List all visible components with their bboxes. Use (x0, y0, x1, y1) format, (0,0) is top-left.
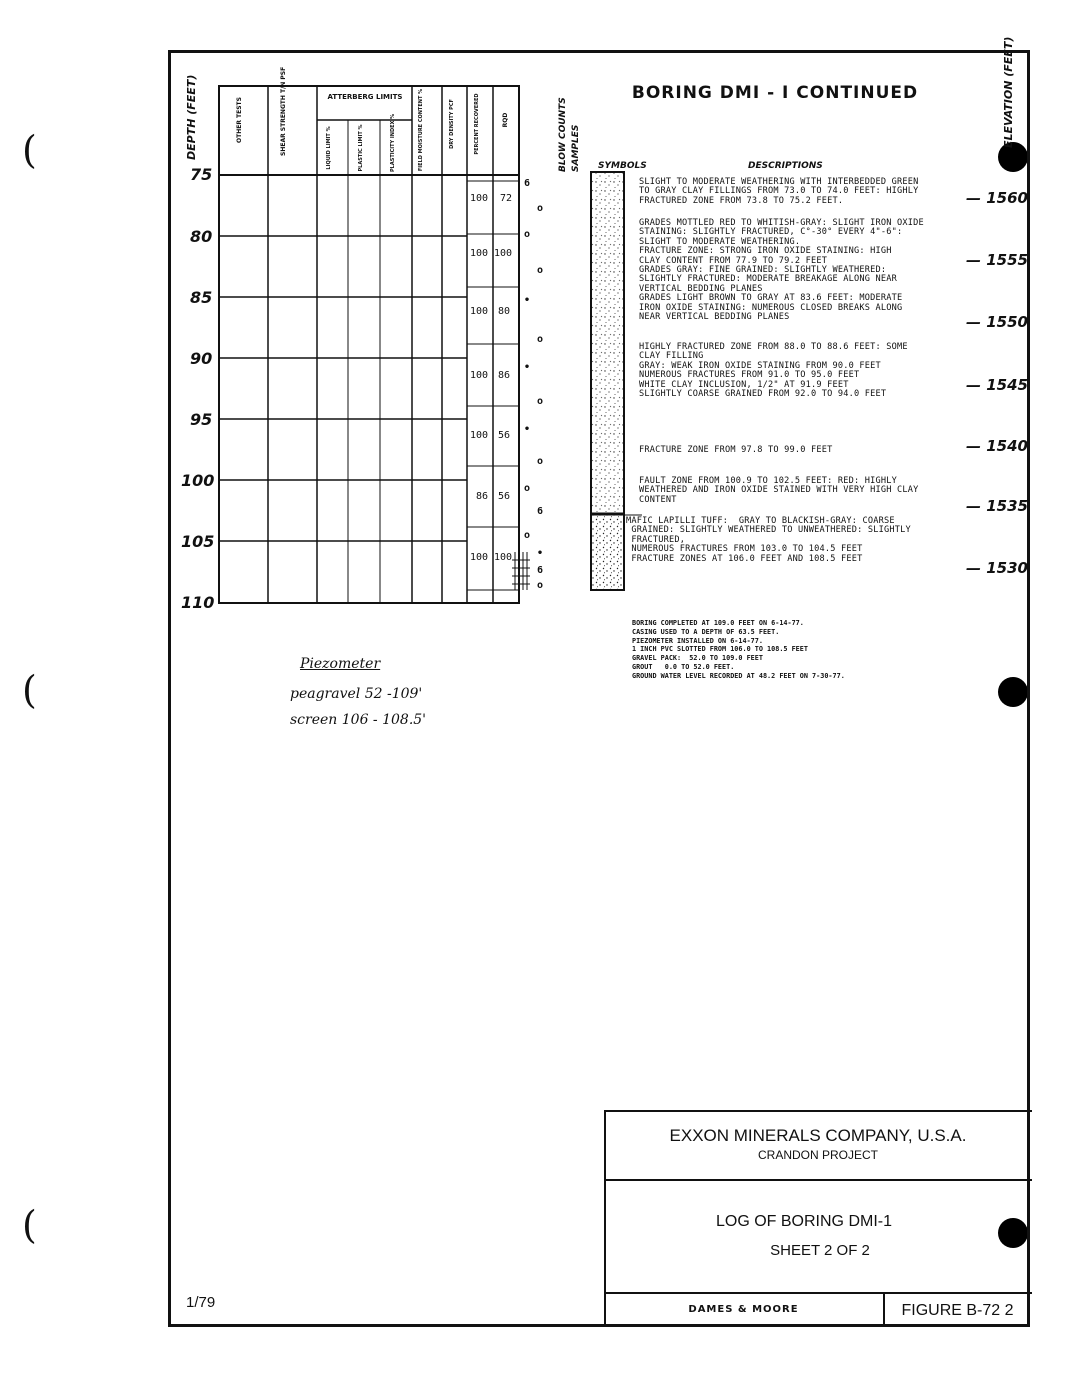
elevation-label: — 1530 (966, 559, 1028, 577)
handwritten-note: peagravel 52 -109' (290, 686, 423, 702)
blow-mark: • (524, 362, 531, 373)
percent-recovered-header: PERCENT RECOVERED (474, 93, 480, 155)
blow-mark: • (537, 548, 544, 559)
liquid-limit-header: LIQUID LIMIT % (326, 126, 332, 170)
blow-mark: o (537, 580, 544, 591)
depth-label: 90 (190, 349, 213, 368)
samples-header: SAMPLES (571, 124, 581, 172)
blow-mark: o (524, 229, 531, 240)
percent-recovered-cell: 100 (470, 248, 489, 259)
depth-label: 100 (181, 471, 215, 490)
rqd-cell: 56 (498, 430, 511, 441)
rqd-cell: 80 (498, 306, 511, 317)
date-code: 1/79 (186, 1294, 216, 1311)
depth-label: 75 (190, 165, 213, 184)
depth-label: 95 (190, 410, 213, 429)
rqd-cell: 72 (500, 193, 513, 204)
depth-label: 105 (181, 532, 215, 551)
percent-recovered-cell: 100 (470, 430, 489, 441)
blow-mark: o (524, 483, 531, 494)
plastic-limit-header: PLASTIC LIMIT % (358, 124, 364, 172)
sheet-number: SHEET 2 OF 2 (770, 1242, 870, 1259)
elevation-label: — 1540 (966, 437, 1028, 455)
depth-label: 80 (190, 227, 213, 246)
descriptions-header: DESCRIPTIONS (748, 161, 823, 171)
handwritten-note: screen 106 - 108.5' (290, 712, 427, 728)
depth-label: 85 (190, 288, 213, 307)
elevation-header: ELEVATION (FEET) (1002, 36, 1015, 148)
other-tests-header: OTHER TESTS (236, 97, 243, 143)
blow-mark: 6 (537, 565, 544, 576)
rqd-cell: 56 (498, 491, 511, 502)
rqd-cell: 100 (494, 248, 513, 259)
blow-mark: o (537, 456, 544, 467)
blow-mark: 6 (537, 506, 544, 517)
blow-mark: o (537, 396, 544, 407)
field-moisture-header: FIELD MOISTURE CONTENT % (418, 88, 424, 172)
blow-counts-header: BLOW COUNTS (558, 97, 568, 172)
figure-number: FIGURE B-72 2 (901, 1302, 1014, 1319)
plasticity-index-header: PLASTICITY INDEX % (390, 113, 396, 172)
blow-mark: 6 (524, 178, 531, 189)
depth-label: 110 (181, 593, 215, 612)
title-block-divider (604, 1179, 1032, 1181)
description-block: FRACTURE ZONE FROM 97.8 TO 99.0 FEET (639, 445, 833, 455)
margin-paren: ( (22, 668, 37, 712)
elevation-label: — 1545 (966, 376, 1028, 394)
description-block: SLIGHT TO MODERATE WEATHERING WITH INTERBEDDED GREEN TO GRAY CLAY FILLINGS FROM 73.0 TO 74.0 FEET: HIGHLY FRACTURED ZONE FROM 73.8 TO 75.2 FEET. (639, 177, 919, 206)
elevation-label: — 1535 (966, 497, 1028, 515)
rqd-cell: 86 (498, 370, 511, 381)
rqd-header: RQD (502, 112, 509, 128)
elevation-label: — 1550 (966, 313, 1028, 331)
elevation-label: — 1560 (966, 189, 1028, 207)
blow-mark: • (524, 424, 531, 435)
description-block: GRADES MOTTLED RED TO WHITISH-GRAY: SLIGHT IRON OXIDE STAINING: SLIGHTLY FRACTURED, C°-30° EVERY 4"-6": SLIGHT TO MODERATE WEATHERING. FRACTURE ZONE: STRONG IRON OXIDE STAINING: HIGH CLAY CONTENT FROM 77.9 TO 79.2 FEET GRADES GRAY: FINE GRAINED: SLIGHTLY WEATHERED: SLIGHTLY FRACTURED: MODERATE BREAKAGE ALONG NEAR VERTICAL BEDDING PLANES GRADES LIGHT BROWN TO GRAY AT 83.6 FEET: MODERATE IRON OXIDE STAINING: NUMEROUS CLOSED BREAKS ALONG NEAR VERTICAL BEDDING PLANES (639, 218, 924, 323)
rqd-cell: 100 (494, 552, 513, 563)
percent-recovered-cell: 100 (470, 552, 489, 563)
elevation-label: — 1555 (966, 251, 1028, 269)
symbols-header: SYMBOLS (598, 161, 647, 171)
shear-strength-header: SHEAR STRENGTH T/N PSF (280, 66, 287, 156)
title-block-divider (604, 1292, 1032, 1294)
project-name: CRANDON PROJECT (757, 1148, 878, 1162)
company-name: EXXON MINERALS COMPANY, U.S.A. (669, 1126, 967, 1145)
atterberg-header: ATTERBERG LIMITS (327, 93, 403, 101)
blow-mark: o (524, 530, 531, 541)
handwritten-note: Piezometer (300, 656, 381, 672)
dry-density-header: DRY DENSITY PCF (449, 99, 455, 149)
margin-paren: ( (22, 128, 37, 172)
description-block: HIGHLY FRACTURED ZONE FROM 88.0 TO 88.6 FEET: SOME CLAY FILLING GRAY: WEAK IRON OXIDE STAINING FROM 90.0 FEET NUMEROUS FRACTURES FROM 91.0 TO 95.0 FEET WHITE CLAY INCLUSION, 1/2" AT 91.9 FEET SLIGHTLY COARSE GRAINED FROM 92.0 TO 94.0 FEET (639, 342, 908, 400)
percent-recovered-cell: 86 (476, 491, 489, 502)
percent-recovered-cell: 100 (470, 193, 489, 204)
blow-mark: o (537, 265, 544, 276)
blow-mark: • (524, 295, 531, 306)
percent-recovered-cell: 100 (470, 306, 489, 317)
description-block: MAFIC LAPILLI TUFF: GRAY TO BLACKISH-GRAY: COARSE GRAINED: SLIGHTLY WEATHERED TO UNWEATHERED: SLIGHTLY FRACTURED, NUMEROUS FRACTURES FROM 103.0 TO 104.5 FEET FRACTURE ZONES AT 106.0 FEET AND 108.5 FEET (626, 516, 911, 564)
blow-mark: o (537, 203, 544, 214)
firm-name: DAMES & MOORE (688, 1304, 799, 1315)
description-block: FAULT ZONE FROM 100.9 TO 102.5 FEET: RED: HIGHLY WEATHERED AND IRON OXIDE STAINED WITH VERY HIGH CLAY CONTENT (639, 476, 919, 505)
boring-title: BORING DMI - I CONTINUED (631, 83, 919, 103)
log-title: LOG OF BORING DMI-1 (715, 1213, 892, 1230)
blow-mark: o (537, 334, 544, 345)
margin-paren: ( (22, 1203, 37, 1247)
depth-header: DEPTH (FEET) (185, 74, 198, 160)
percent-recovered-cell: 100 (470, 370, 489, 381)
boring-notes: BORING COMPLETED AT 109.0 FEET ON 6-14-77. CASING USED TO A DEPTH OF 63.5 FEET. PIEZOMETER INSTALLED ON 6-14-77. 1 INCH PVC SLOTTED FROM 106.0 TO 108.5 FEET GRAVEL PACK: 52.0 TO 109.0 FEET GROUT 0.0 TO 52.0 FEET. GROUND WATER LEVEL RECORDED AT 48.2 FEET ON 7-30-77. (632, 619, 845, 680)
